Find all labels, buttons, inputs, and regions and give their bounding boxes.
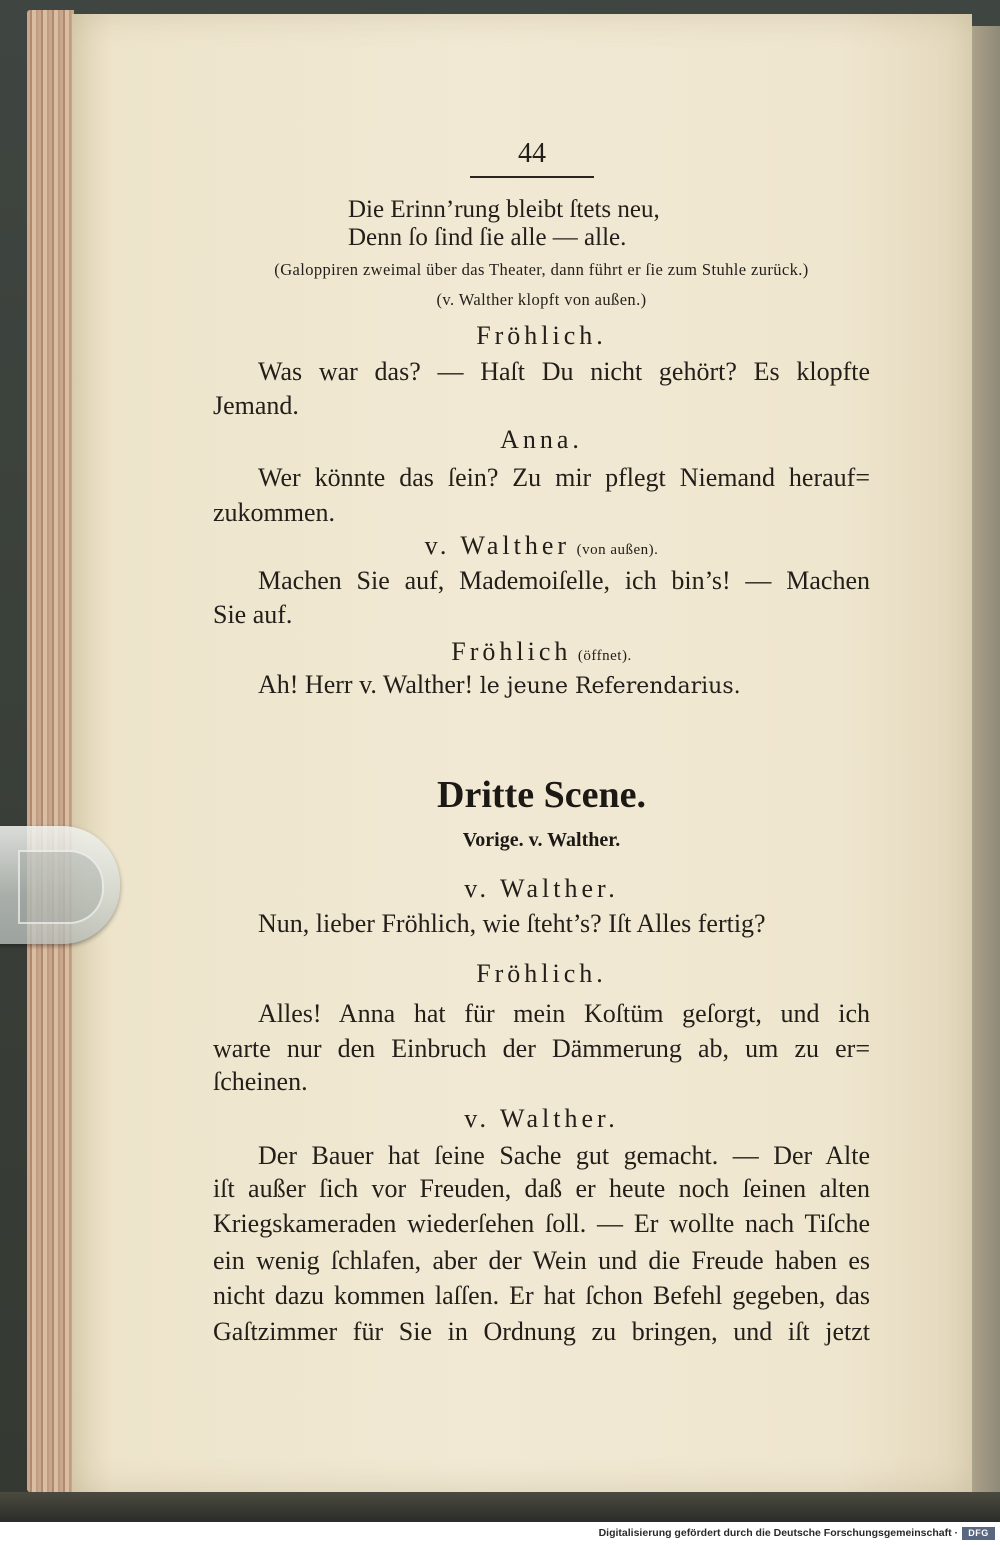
book-page-edges bbox=[27, 10, 74, 1492]
stage-direction: (v. Walther klopft von außen.) bbox=[436, 290, 647, 309]
dialogue-line: zukommen. bbox=[213, 498, 336, 527]
dialogue-line: Jemand. bbox=[213, 391, 299, 420]
footer-credit bbox=[599, 1526, 958, 1540]
speaker-direction: (von außen). bbox=[576, 542, 659, 558]
dialogue-line: warte nur den Einbruch der Dämmerung ab, um zu er= bbox=[213, 1034, 870, 1063]
dialogue-line: Machen Sie auf, Mademoiſelle, ich bin’s! — Machen bbox=[258, 566, 870, 595]
dialogue-line: ein wenig ſchlafen, aber der Wein und die Freude haben es bbox=[213, 1246, 870, 1275]
page-number-rule bbox=[470, 176, 594, 178]
scene-title: Dritte Scene. bbox=[437, 774, 646, 816]
speaker-name: v. Walther bbox=[424, 531, 571, 560]
dialogue-line: Was war das? — Haſt Du nicht gehört? Es klopfte bbox=[258, 357, 870, 386]
speaker-name: Fröhlich bbox=[451, 637, 572, 666]
dialogue-line: Kriegskameraden wiederſehen ſoll. — Er wollte nach Tiſche bbox=[213, 1209, 870, 1238]
scan-bottom-border bbox=[0, 1492, 1000, 1522]
footer-separator: · bbox=[954, 1527, 958, 1539]
dialogue-text: Ah! Herr v. Walther! bbox=[258, 670, 474, 699]
speaker-name: v. Walther. bbox=[464, 1104, 619, 1133]
dialogue-line: Sie auf. bbox=[213, 600, 293, 629]
dfg-logo: DFG bbox=[962, 1527, 995, 1540]
dialogue-line: ſcheinen. bbox=[213, 1067, 308, 1096]
verse-line: Die Erinn’rung bleibt ſtets neu, bbox=[348, 196, 660, 223]
dialogue-line: Nun, lieber Fröhlich, wie ſteht’s? Iſt Alles fertig? bbox=[258, 909, 766, 938]
dialogue-line: Der Bauer hat ſeine Sache gut gemacht. — Der Alte bbox=[258, 1141, 870, 1170]
dialogue-line: Wer könnte das ſein? Zu mir pflegt Niemand herauf= bbox=[258, 463, 870, 492]
dialogue-antiqua-text: le jeune Referendarius. bbox=[479, 674, 741, 699]
stage-direction: (Galoppiren zweimal über das Theater, dann führt er ſie zum Stuhle zurück.) bbox=[274, 260, 809, 279]
dialogue-line bbox=[213, 668, 870, 704]
speaker-name: Anna. bbox=[500, 425, 583, 454]
page-number: 44 bbox=[518, 138, 546, 169]
dialogue-line: iſt außer ſich vor Freuden, daß er heute noch ſeinen alten bbox=[213, 1174, 870, 1203]
speaker-direction: (öffnet). bbox=[577, 648, 632, 664]
speaker-name: Fröhlich. bbox=[476, 321, 607, 350]
speaker-name: v. Walther. bbox=[464, 874, 619, 903]
dialogue-line: nicht dazu kommen laſſen. Er hat ſchon Befehl gegeben, das bbox=[213, 1281, 870, 1310]
dialogue-line: Gaſtzimmer für Sie in Ordnung zu bringen, und iſt jetzt bbox=[213, 1317, 870, 1346]
page-holder-clip-slot bbox=[18, 850, 104, 924]
speaker-name: Fröhlich. bbox=[476, 959, 607, 988]
footer-credit-text: Digitalisierung gefördert durch die Deutsche Forschungsgemeinschaft bbox=[598, 1527, 952, 1539]
speaker-heading bbox=[213, 529, 870, 567]
scene-cast: Vorige. v. Walther. bbox=[462, 829, 621, 851]
verse-line: Denn ſo ſind ſie alle — alle. bbox=[348, 224, 627, 251]
dialogue-line: Alles! Anna hat für mein Koſtüm geſorgt, und ich bbox=[258, 999, 870, 1028]
